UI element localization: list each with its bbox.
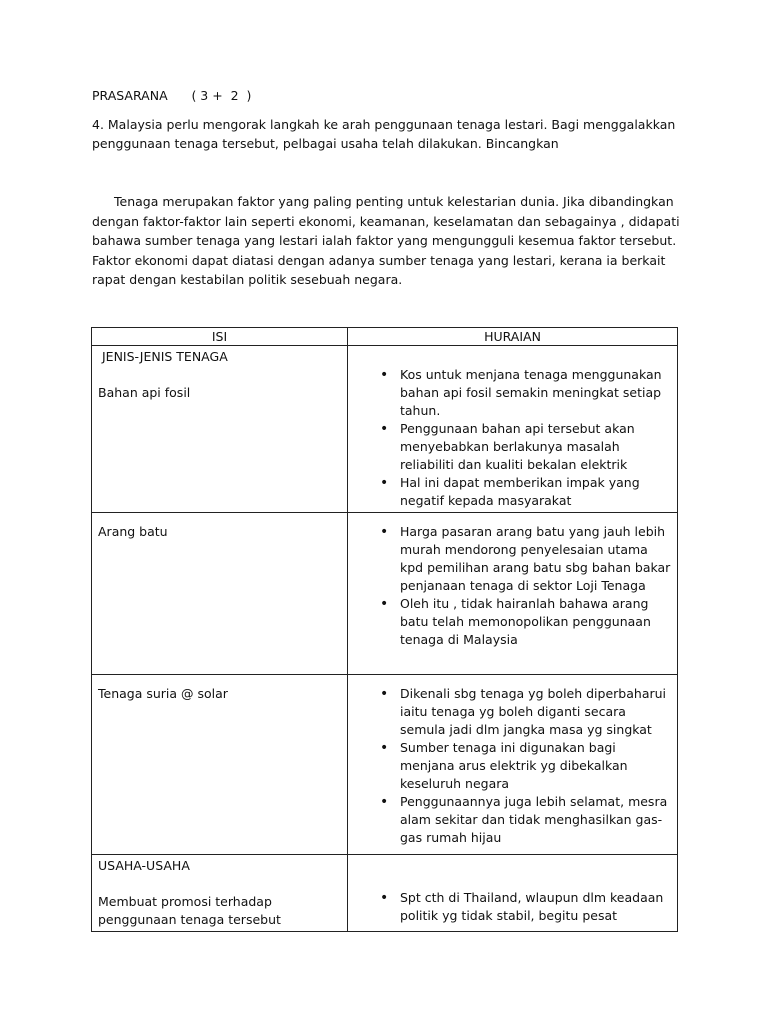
document-heading: PRASARANA ( 3 + 2 ) <box>92 88 252 103</box>
list-item: • Oleh itu , tidak hairanlah bahawa arang batu telah memonopolikan penggunaan tenaga di Malaysia <box>400 595 671 649</box>
list-item: • Hal ini dapat memberikan impak yang negatif kepada masyarakat <box>400 474 671 510</box>
list-item: • Kos untuk menjana tenaga menggunakan bahan api fosil semakin meningkat setiap tahun. <box>400 366 671 420</box>
list-item: • Harga pasaran arang batu yang jauh lebih murah mendorong penyelesaian utama kpd pemilihan arang batu sbg bahan bakar penjanaan tenaga di sektor Loji Tenaga <box>400 523 671 595</box>
huraian-cell <box>348 513 678 675</box>
huraian-cell <box>348 346 678 513</box>
isi-cell <box>92 855 348 932</box>
isi-item: Tenaga suria @ solar <box>98 686 228 701</box>
table-header-row <box>92 328 678 346</box>
header-huraian: HURAIAN <box>348 328 678 346</box>
isi-cell <box>92 346 348 513</box>
table-row <box>92 513 678 675</box>
list-item: • Penggunaan bahan api tersebut akan menyebabkan berlakunya masalah reliabiliti dan kualiti bekalan elektrik <box>400 420 671 474</box>
list-item: • Dikenali sbg tenaga yg boleh diperbaharui iaitu tenaga yg boleh diganti secara semula jadi dlm jangka masa yg singkat <box>400 685 671 739</box>
huraian-list <box>354 685 671 847</box>
huraian-list <box>354 523 671 649</box>
huraian-list <box>354 889 671 925</box>
header-isi: ISI <box>92 328 348 346</box>
huraian-cell <box>348 855 678 932</box>
list-item: • Spt cth di Thailand, wlaupun dlm keadaan politik yg tidak stabil, begitu pesat <box>400 889 671 925</box>
table-row <box>92 675 678 855</box>
isi-item: Bahan api fosil <box>98 385 191 400</box>
huraian-list <box>354 366 671 510</box>
table-row <box>92 855 678 932</box>
list-item: • Sumber tenaga ini digunakan bagi menjana arus elektrik yg dibekalkan keseluruh negara <box>400 739 671 793</box>
list-item: • Penggunaannya juga lebih selamat, mesra alam sekitar dan tidak menghasilkan gas-gas rumah hijau <box>400 793 671 847</box>
isi-item: Arang batu <box>98 524 168 539</box>
table-row <box>92 346 678 513</box>
section-title-jenis: JENIS-JENIS TENAGA <box>102 349 228 364</box>
isi-huraian-table <box>91 327 678 932</box>
section-title-usaha: USAHA-USAHA <box>98 858 190 873</box>
question-text: 4. Malaysia perlu mengorak langkah ke arah penggunaan tenaga lestari. Bagi menggalakkan penggunaan tenaga tersebut, pelbagai usaha telah dilakukan. Bincangkan <box>92 117 676 151</box>
isi-item: Membuat promosi terhadap penggunaan tenaga tersebut <box>98 894 281 927</box>
isi-cell <box>92 513 348 675</box>
huraian-cell <box>348 675 678 855</box>
intro-paragraph: Tenaga merupakan faktor yang paling penting untuk kelestarian dunia. Jika dibandingkan dengan faktor-faktor lain seperti ekonomi, keamanan, keselamatan dan sebagainya , didapati bahawa sumber tenaga yang lestari ialah faktor yang mengungguli kesemua faktor tersebut. Faktor ekonomi dapat diatasi dengan adanya sumber tenaga yang lestari, kerana ia berkait rapat dengan kestabilan politik sesebuah negara. <box>92 194 680 287</box>
isi-cell <box>92 675 348 855</box>
